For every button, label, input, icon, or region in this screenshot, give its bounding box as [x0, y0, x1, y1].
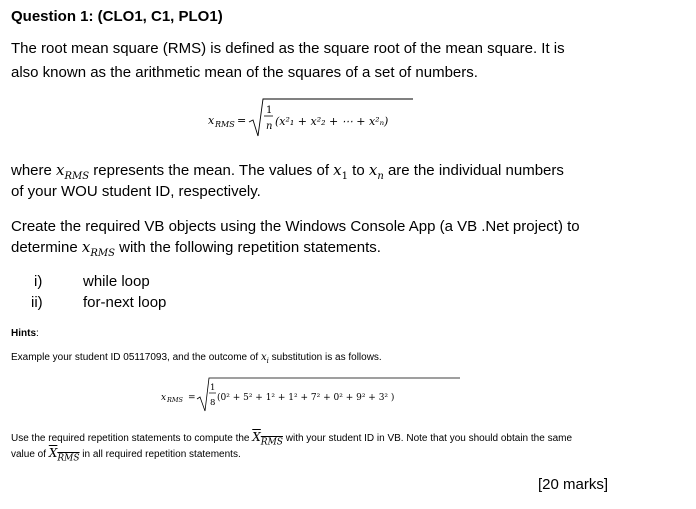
formula-lhs: x [208, 114, 215, 127]
rms-formula [200, 96, 420, 140]
list-item-while-loop: while loop [83, 273, 150, 290]
xrms-var: $x_{RMS}$ [56, 161, 90, 182]
hints-compute-line-2: value of $X_{RMS}$ in all required repetition statements. [11, 446, 241, 464]
hints-example-line: Example your student ID 05117093, and the outcome of $x_i$ substitution is as follows. [11, 352, 382, 365]
formula-equals: = [237, 114, 247, 127]
list-marker-2: ii) [31, 294, 43, 311]
formula2-lhs: x [161, 393, 167, 403]
task-line-1: Create the required VB objects using the Windows Console App (a VB .Net project) to [11, 218, 580, 235]
formula-frac-den: n [266, 121, 273, 132]
formula2-frac-den: 8 [210, 398, 216, 408]
definition-line-1: The root mean square (RMS) is defined as the square root of the mean square. It is [11, 40, 565, 57]
hints-label: Hints: [11, 328, 39, 339]
where-text-b: represents the mean. The values of [89, 162, 334, 179]
definition-line-2: also known as the arithmetic mean of the squares of a set of numbers. [11, 64, 478, 81]
xn-var: $x_n$ [368, 161, 384, 182]
xrms-bar-var: $X_{RMS}$ [252, 430, 283, 448]
xi-var: $x_i$ [260, 352, 269, 365]
xrms-bar-var-2: $X_{RMS}$ [48, 446, 80, 464]
formula2-body: (0² + 5² + 1² + 1² + 7² + 0² + 9² + 3² ) [217, 393, 395, 403]
formula2-equals: = [188, 393, 196, 403]
list-item-for-next-loop: for-next loop [83, 294, 167, 311]
example-rms-formula [155, 375, 475, 415]
formula-body: (x²₁ + x²₂ + ⋯ + x²ₙ) [275, 115, 389, 128]
task-line-2: determine $x_{RMS}$ with the following repetition statements. [11, 238, 381, 259]
marks-label: [20 marks] [538, 476, 609, 493]
hints-compute-line-1: Use the required repetition statements to compute the $X_{RMS}$ with your student ID in VB. Note that you should obtain the same [11, 430, 573, 448]
question-title: Question 1: (CLO1, C1, PLO1) [11, 8, 223, 25]
formula-frac-num: 1 [266, 105, 273, 116]
x1-var: $x_1$ [333, 161, 348, 182]
where-text-c: to [348, 162, 369, 179]
list-marker-1: i) [34, 273, 43, 290]
where-text-a: where [11, 162, 57, 179]
formula-lhs-sub: RMS [215, 120, 235, 129]
formula2-frac-num: 1 [210, 383, 216, 393]
where-line-2: of your WOU student ID, respectively. [11, 183, 261, 200]
task-xrms-var: $x_{RMS}$ [81, 238, 115, 259]
formula2-lhs-sub: RMS [167, 396, 184, 404]
where-text-d: are the individual numbers [383, 162, 564, 179]
